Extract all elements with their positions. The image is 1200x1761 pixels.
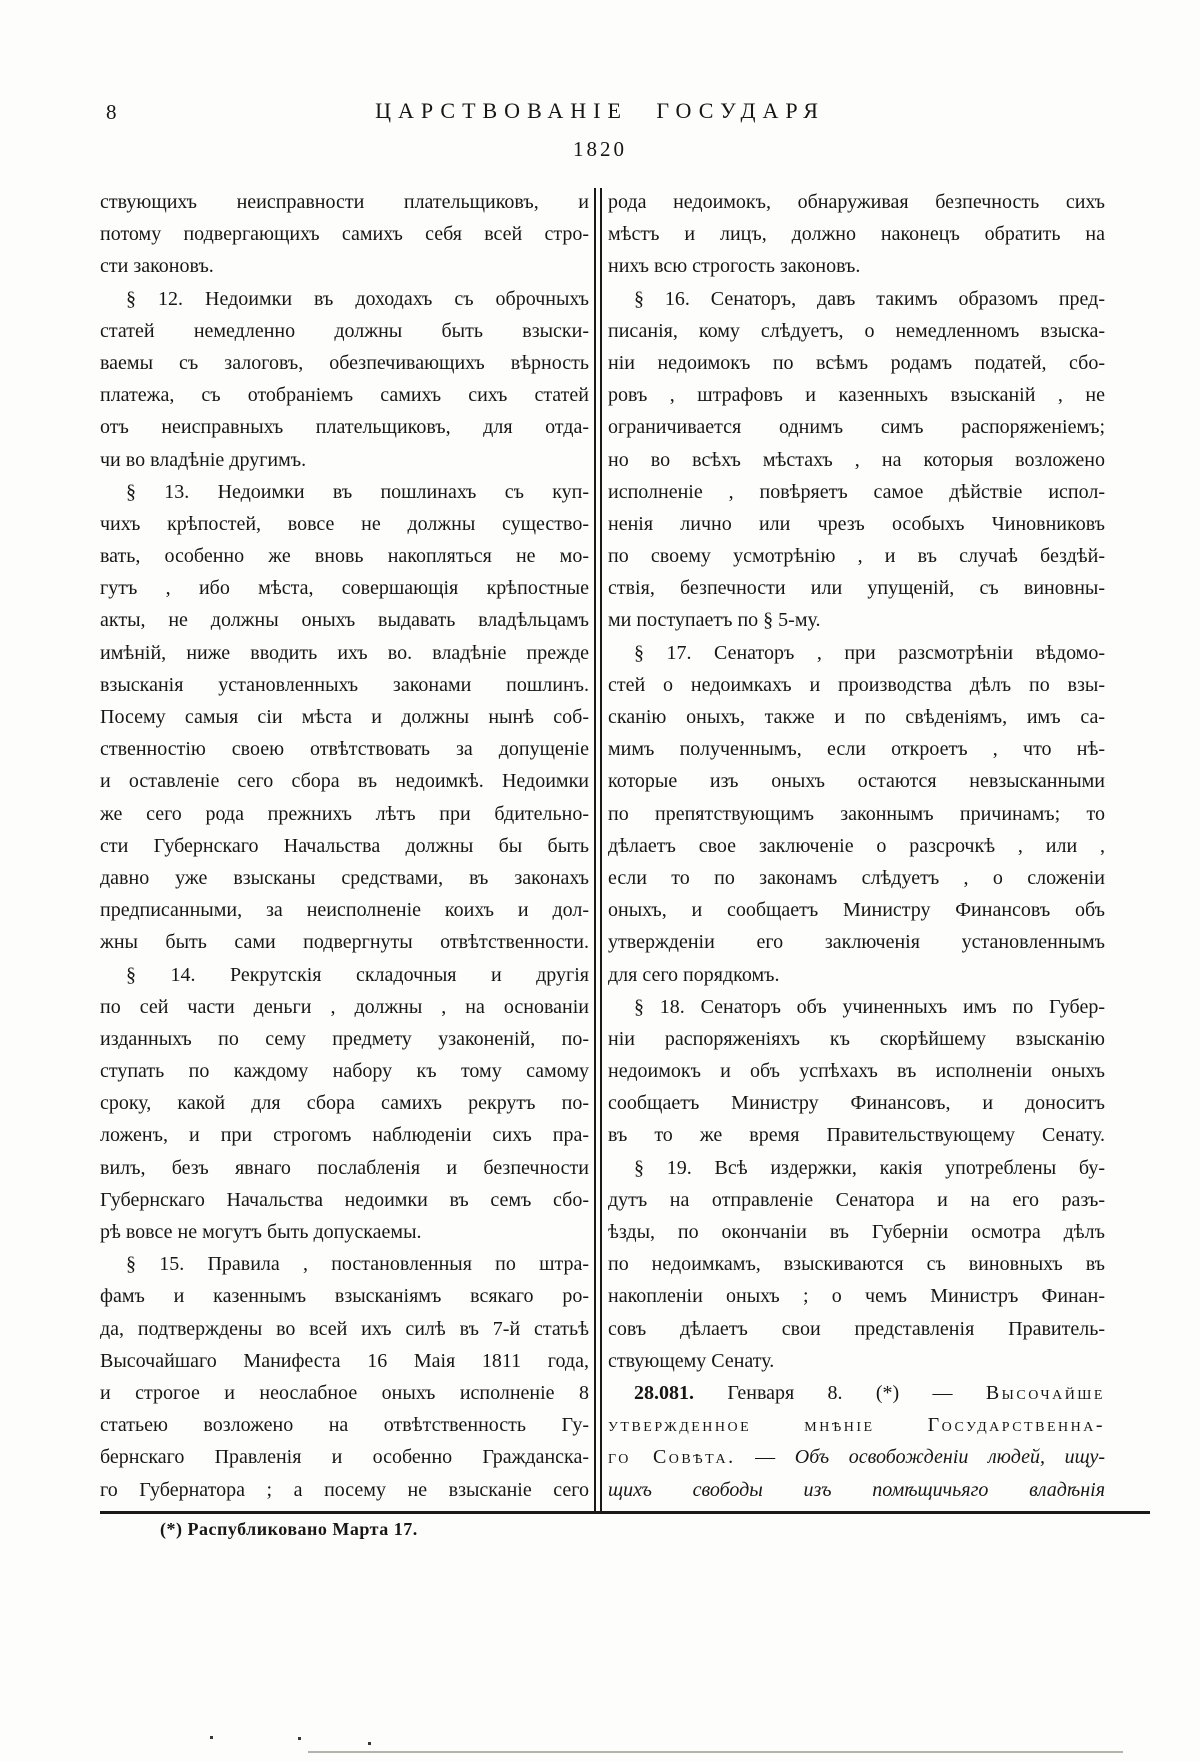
body-text: въ то же время Правительствующему Сенату. xyxy=(608,1124,1105,1147)
body-text: мѣстъ и лицъ, должно наконецъ обратить на xyxy=(608,223,1105,246)
body-text: и строгое и неослабное оныхъ исполненіе 8 xyxy=(100,1381,589,1404)
text-line xyxy=(608,669,1105,701)
text-line xyxy=(608,637,1105,669)
body-text: для сего порядкомъ. xyxy=(608,963,780,986)
text-line xyxy=(608,1152,1105,1184)
text-line xyxy=(100,1023,589,1055)
text-line xyxy=(608,218,1105,250)
body-text: совъ дѣлаетъ свои представленія Правитель- xyxy=(608,1317,1105,1340)
body-text: оныхъ, и сообщаетъ Министру Финансовъ объ xyxy=(608,899,1105,922)
text-line xyxy=(608,1055,1105,1087)
text-line xyxy=(608,894,1105,926)
text-line xyxy=(608,347,1105,379)
body-text: ѣзды, по окончаніи въ Губерніи осмотра дѣлъ xyxy=(608,1221,1105,1243)
text-line xyxy=(608,1119,1105,1151)
body-text: накопленіи оныхъ ; о чемъ Министръ Финан- xyxy=(608,1285,1105,1308)
body-text: писанія, кому слѣдуетъ, о немедленномъ взыска- xyxy=(608,319,1105,342)
page-header-title: ЦАРСТВОВАНІЕ ГОСУДАРЯ xyxy=(375,98,825,123)
body-text: по препятствующимъ законнымъ причинамъ; то xyxy=(608,802,1105,825)
text-line xyxy=(608,1216,1105,1248)
scan-speck xyxy=(298,1737,301,1740)
text-line xyxy=(100,1377,589,1409)
text-line xyxy=(608,1248,1105,1280)
body-text: жны быть сами подвергнуты отвѣтственности. xyxy=(100,931,589,954)
body-text: го Губернатора ; а посему не взысканіе сего xyxy=(100,1478,589,1501)
text-line xyxy=(100,1184,589,1216)
body-text: дѣлаетъ свое заключеніе о разсрочкѣ , или , xyxy=(608,834,1105,857)
text-line xyxy=(608,379,1105,411)
body-text: по своему усмотрѣнію , и въ случаѣ бездѣй- xyxy=(608,545,1105,568)
body-text: статьею возложено на отвѣтственность Гу- xyxy=(100,1414,589,1437)
body-text: ствія, безпечности или упущеній, съ виновны- xyxy=(608,577,1105,600)
body-text: ніи распоряженіяхъ къ скорѣйшему взысканію xyxy=(608,1027,1105,1050)
body-text: изданныхъ по сему предмету узаконеній, по- xyxy=(100,1027,589,1050)
footnote: (*) Распубликовано Марта 17. xyxy=(160,1519,418,1539)
text-line xyxy=(100,283,589,315)
body-text: сти законовъ. xyxy=(100,255,214,278)
body-text: чи во владѣніе другимъ. xyxy=(100,448,307,471)
text-line xyxy=(608,959,1105,991)
body-text: — xyxy=(735,1446,795,1469)
text-line xyxy=(100,604,589,636)
text-line xyxy=(608,830,1105,862)
body-text: взысканія установленныхъ законами пошлинъ. xyxy=(100,673,589,696)
body-text: мимъ полученнымъ, если откроетъ , что нѣ- xyxy=(608,738,1105,761)
text-line xyxy=(100,444,589,476)
text-line xyxy=(100,1280,589,1312)
body-text: ственностію своею отвѣтствовать за допущеніе xyxy=(100,738,589,761)
text-line xyxy=(100,1119,589,1151)
text-line xyxy=(100,637,589,669)
text-line xyxy=(100,1441,589,1473)
text-line xyxy=(608,508,1105,540)
body-text: ми поступаетъ по § 5-му. xyxy=(608,609,821,632)
body-text: статей немедленно должны быть взыски- xyxy=(100,319,589,342)
text-line xyxy=(100,379,589,411)
column-right xyxy=(608,186,1105,1506)
text-line xyxy=(608,315,1105,347)
body-text: § 17. Сенаторъ , при разсмотрѣніи вѣдомо- xyxy=(634,641,1105,664)
text-line xyxy=(100,540,589,572)
body-text: Генваря 8. (*) — xyxy=(694,1381,986,1404)
body-text: сти Губернскаго Начальства должны бы быть xyxy=(100,834,589,857)
body-text: вилъ, безъ явнаго послабленія и безпечности xyxy=(100,1156,589,1179)
text-line xyxy=(608,1184,1105,1216)
body-text: утвержденіи его заключенія установленнымъ xyxy=(608,931,1105,954)
text-line xyxy=(100,669,589,701)
column-left xyxy=(100,186,589,1506)
text-line xyxy=(100,1055,589,1087)
body-text: если то по законамъ слѣдуетъ , о сложеніи xyxy=(608,866,1105,889)
text-line xyxy=(100,765,589,797)
text-line xyxy=(608,1023,1105,1055)
smallcaps-text: утвержденное мнѣніе Государственна- xyxy=(608,1414,1105,1437)
body-text: предписанными, за неисполненіе коихъ и дол- xyxy=(100,899,589,922)
body-text: но во всѣхъ мѣстахъ , на которыя возложено xyxy=(608,448,1105,471)
text-line xyxy=(100,1152,589,1184)
text-line xyxy=(100,862,589,894)
text-line xyxy=(100,1474,589,1506)
body-text: ствующихъ неисправности плательщиковъ, и xyxy=(100,191,589,213)
body-text: чихъ крѣпостей, вовсе не должны существо- xyxy=(100,512,589,535)
body-text: по сей части деньги , должны , на основаніи xyxy=(100,995,589,1018)
body-text: же сего рода прежнихъ лѣтъ при бдительно- xyxy=(100,802,589,825)
text-line xyxy=(608,1087,1105,1119)
body-text: платежа, съ отобраніемъ самихъ сихъ статей xyxy=(100,384,589,407)
text-line xyxy=(608,1280,1105,1312)
text-line xyxy=(100,1345,589,1377)
body-text: ложенъ, и при строгомъ наблюденіи сихъ пра- xyxy=(100,1124,589,1147)
text-line xyxy=(608,991,1105,1023)
column-divider xyxy=(594,188,602,1512)
text-line xyxy=(100,186,589,218)
bold-text: 28.081. xyxy=(634,1381,694,1404)
body-text: бернскаго Правленія и особенно Гражданска- xyxy=(100,1446,589,1469)
body-text: § 18. Сенаторъ объ учиненныхъ имъ по Губер- xyxy=(634,995,1105,1018)
footnote-rule xyxy=(100,1511,1150,1514)
text-line xyxy=(100,733,589,765)
body-text: исполненіе , повѣряетъ самое дѣйствіе испол- xyxy=(608,480,1105,503)
body-text: ограничивается однимъ симъ распоряженіемъ; xyxy=(608,416,1105,439)
text-line xyxy=(100,508,589,540)
text-line xyxy=(608,604,1105,636)
text-line xyxy=(100,959,589,991)
body-text: давно уже взысканы средствами, въ законахъ xyxy=(100,866,589,889)
page-year: 1820 xyxy=(573,137,627,161)
body-text: сообщаетъ Министру Финансовъ, и доноситъ xyxy=(608,1092,1105,1115)
smallcaps-text: го Совѣта. xyxy=(608,1446,736,1469)
italic-text: Объ освобожденіи людей, ищу- xyxy=(794,1446,1105,1469)
smallcaps-text: Высочайше xyxy=(985,1381,1105,1404)
body-text: ніи недоимокъ по всѣмъ родамъ податей, сбо- xyxy=(608,351,1105,374)
body-text: сканію оныхъ, также и по свѣденіямъ, имъ са- xyxy=(608,706,1105,728)
body-text: имѣній, ниже вводить ихъ во. владѣніе прежде xyxy=(100,641,589,664)
body-text: которые изъ оныхъ остаются невзысканными xyxy=(608,770,1105,793)
text-line xyxy=(100,1313,589,1345)
text-line xyxy=(100,572,589,604)
text-line xyxy=(608,572,1105,604)
text-line xyxy=(608,540,1105,572)
body-text: ровъ , штрафовъ и казенныхъ взысканій , не xyxy=(608,384,1105,407)
body-text: и оставленіе сего сбора въ недоимкѣ. Недоимки xyxy=(100,770,589,793)
text-line xyxy=(608,444,1105,476)
text-line xyxy=(608,765,1105,797)
body-text: § 12. Недоимки въ доходахъ съ оброчныхъ xyxy=(126,287,589,310)
text-line xyxy=(608,1474,1105,1506)
italic-text: щихъ свободы изъ помѣщичьяго владѣнія xyxy=(608,1478,1105,1501)
text-line xyxy=(100,926,589,958)
text-line xyxy=(100,218,589,250)
text-line xyxy=(100,250,589,282)
body-text: гутъ , ибо мѣста, совершающія крѣпостные xyxy=(100,577,589,600)
text-line xyxy=(100,1216,589,1248)
body-text: § 14. Рекрутскія складочныя и другія xyxy=(126,963,589,986)
text-line xyxy=(100,476,589,508)
text-line xyxy=(100,347,589,379)
text-line xyxy=(100,411,589,443)
body-text: Губернскаго Начальства недоимки въ семъ сбо- xyxy=(100,1188,589,1211)
text-line xyxy=(608,411,1105,443)
text-line xyxy=(100,894,589,926)
text-line xyxy=(608,1377,1105,1409)
text-line xyxy=(608,701,1105,733)
text-line xyxy=(100,1248,589,1280)
body-text: § 15. Правила , постановленныя по штра- xyxy=(126,1253,589,1276)
body-text: отъ неисправныхъ плательщиковъ, для отда- xyxy=(100,416,589,439)
text-line xyxy=(100,830,589,862)
body-text: потому подвергающихъ самихъ себя всей стро- xyxy=(100,223,589,246)
text-line xyxy=(608,798,1105,830)
body-text: недоимокъ и объ успѣхахъ въ исполненіи оныхъ xyxy=(608,1060,1105,1083)
scan-edge-line xyxy=(308,1751,1123,1753)
body-text: рѣ вовсе не могутъ быть допускаемы. xyxy=(100,1221,422,1243)
text-line xyxy=(608,283,1105,315)
text-line xyxy=(608,1409,1105,1441)
body-text: ступать по каждому набору къ тому самому xyxy=(100,1060,589,1083)
text-line xyxy=(608,862,1105,894)
body-text: нихъ всю строгость законовъ. xyxy=(608,255,861,278)
body-text: стей о недоимкахъ и производства дѣлъ по взы- xyxy=(608,673,1105,696)
body-text: ваемы съ залоговъ, обезпечивающихъ вѣрность xyxy=(100,351,589,374)
body-text: Высочайшаго Манифеста 16 Маія 1811 года, xyxy=(100,1349,589,1372)
body-text: по недоимкамъ, взыскиваются съ виновныхъ въ xyxy=(608,1253,1105,1276)
body-text: § 16. Сенаторъ, давъ такимъ образомъ пред- xyxy=(634,287,1105,310)
body-text: сроку, какой для сбора самихъ рекрутъ по- xyxy=(100,1092,589,1115)
body-text: Посему самыя сіи мѣста и должны нынѣ соб- xyxy=(100,706,589,728)
text-line xyxy=(608,1441,1105,1473)
body-text: акты, не должны оныхъ выдавать владѣльцамъ xyxy=(100,609,589,632)
body-text: вать, особенно же вновь накопляться не мо- xyxy=(100,545,589,568)
text-line xyxy=(100,315,589,347)
text-line xyxy=(608,250,1105,282)
text-line xyxy=(608,926,1105,958)
body-text: ствующему Сенату. xyxy=(608,1349,775,1372)
text-line xyxy=(608,186,1105,218)
body-text: § 19. Всѣ издержки, какія употреблены бу- xyxy=(634,1156,1105,1179)
text-line xyxy=(608,1345,1105,1377)
text-line xyxy=(608,1313,1105,1345)
body-text: § 13. Недоимки въ пошлинахъ съ куп- xyxy=(126,480,589,503)
text-line xyxy=(100,1087,589,1119)
body-text: дутъ на отправленіе Сенатора и на его разъ- xyxy=(608,1188,1105,1211)
text-line xyxy=(608,476,1105,508)
scan-speck xyxy=(210,1736,213,1739)
scan-speck xyxy=(368,1742,371,1745)
text-line xyxy=(100,1409,589,1441)
text-line xyxy=(100,798,589,830)
text-line xyxy=(100,991,589,1023)
text-line xyxy=(608,733,1105,765)
body-text: рода недоимокъ, обнаруживая безпечность сихъ xyxy=(608,191,1105,213)
page-number: 8 xyxy=(106,100,117,124)
text-line xyxy=(100,701,589,733)
body-text: да, подтверждены во всей ихъ силѣ въ 7-й статьѣ xyxy=(100,1317,589,1340)
body-text: фамъ и казеннымъ взысканіямъ всякаго ро- xyxy=(100,1285,589,1308)
body-text: ненія лично или чрезъ особыхъ Чиновниковъ xyxy=(608,512,1105,535)
